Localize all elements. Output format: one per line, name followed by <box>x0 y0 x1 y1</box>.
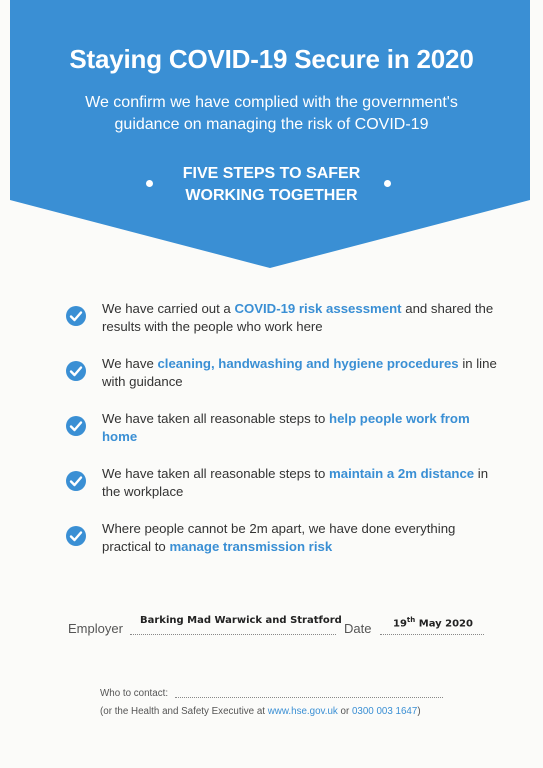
contact-label: Who to contact: <box>100 688 169 699</box>
steps-list <box>66 300 506 575</box>
checkmark-icon <box>66 471 86 491</box>
step-highlight: maintain a 2m distance <box>329 466 475 481</box>
page-title: Staying COVID-19 Secure in 2020 <box>69 44 474 74</box>
step-text: We have taken all reasonable steps to maintain a 2m distance in the workplace <box>102 466 489 499</box>
list-item <box>66 410 506 465</box>
steps-heading-line-1: FIVE STEPS TO SAFER <box>182 165 361 182</box>
employer-line <box>130 634 336 635</box>
subtitle-line-2: guidance on managing the risk of COVID-19 <box>114 116 429 133</box>
list-item <box>66 465 506 520</box>
date-label: Date <box>344 621 372 636</box>
banner-bottom-cover <box>0 200 543 280</box>
contact-section <box>100 685 480 721</box>
step-text: We have cleaning, handwashing and hygiene procedures in line with guidance <box>102 356 497 389</box>
employer-row <box>68 612 488 642</box>
step-text: We have taken all reasonable steps to help people work from home <box>102 411 470 444</box>
step-highlight: COVID-19 risk assessment <box>234 301 402 316</box>
employer-label: Employer <box>68 621 123 636</box>
step-text: Where people cannot be 2m apart, we have done everything practical to manage transmission risk <box>102 521 456 554</box>
checkmark-icon <box>66 526 86 546</box>
date-line <box>380 634 484 635</box>
subtitle <box>0 92 543 136</box>
checkmark-icon <box>66 416 86 436</box>
contact-row <box>100 685 480 703</box>
step-highlight: cleaning, handwashing and hygiene procedures <box>157 356 459 371</box>
step-text: We have carried out a COVID-19 risk assessment and shared the results with the people who work here <box>102 301 494 334</box>
list-item <box>66 355 506 410</box>
contact-note: (or the Health and Safety Executive at www.hse.gov.uk or 0300 003 1647) <box>100 706 421 717</box>
step-highlight: manage transmission risk <box>169 539 333 554</box>
bullet-dot-icon <box>384 180 391 187</box>
checkmark-icon <box>66 306 86 326</box>
list-item <box>66 300 506 355</box>
list-item <box>66 520 506 575</box>
employer-field[interactable]: Barking Mad Warwick and Stratford <box>140 615 342 626</box>
steps-heading <box>0 163 543 207</box>
steps-heading-line-2: WORKING TOGETHER <box>185 187 358 204</box>
date-field[interactable]: 19th May 2020 <box>393 616 473 630</box>
step-highlight: help people work from home <box>102 411 470 444</box>
hse-website-link[interactable]: www.hse.gov.uk <box>267 706 338 717</box>
hse-phone-link[interactable]: 0300 003 1647 <box>351 706 418 717</box>
subtitle-line-1: We confirm we have complied with the government's <box>85 94 458 111</box>
contact-field[interactable] <box>175 697 443 698</box>
checkmark-icon <box>66 361 86 381</box>
